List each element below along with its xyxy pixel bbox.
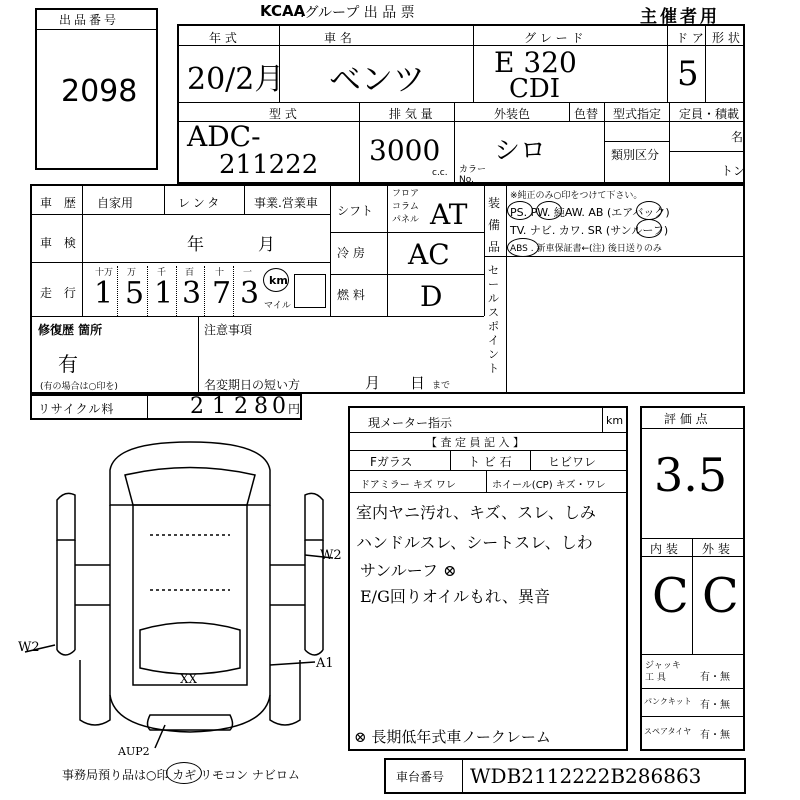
organizer-label: 主催者用 <box>640 7 720 27</box>
capacity-label: 定員・積載 <box>679 107 740 121</box>
equipment-line-1: PS. PW. 純AW. AB (エアバック) <box>510 206 670 219</box>
recycle-digit: 2 <box>234 394 248 419</box>
notes-label: 注意事項 <box>204 323 253 337</box>
km-label: km <box>269 274 288 287</box>
chassis-value: WDB2112222B286863 <box>470 764 702 788</box>
sale-point-label: セールスポイント <box>488 264 499 375</box>
history-box <box>30 184 745 394</box>
mileage-digit: 1 <box>94 276 114 311</box>
inspector-box <box>348 406 628 751</box>
lot-number-value: 2098 <box>61 74 138 109</box>
exterior-color-label: 外装色 <box>494 107 531 121</box>
repair-label: 修復歴 箇所 <box>38 323 103 337</box>
model-value-1: ADC- <box>187 120 261 153</box>
recycle-digit: 0 <box>272 394 286 419</box>
mileage-check-box <box>294 274 326 308</box>
diagram-mark-w2-left: W2 <box>18 640 40 655</box>
glass-label: Fガラス <box>370 455 413 469</box>
digit-label: 百 <box>185 268 195 278</box>
year-value: 20/2月 <box>187 62 285 97</box>
mirror-label: ドアミラー キズ ワレ <box>360 480 456 491</box>
grade-label: グ レ ー ド <box>524 31 584 45</box>
meter-unit: km <box>606 414 624 427</box>
mileage-digit: 1 <box>154 276 174 311</box>
equipment-label: 装 備 品 <box>488 196 501 254</box>
spare-answer: 有・無 <box>700 730 730 741</box>
history-label: 車 歴 <box>40 196 80 210</box>
cc-unit: c.c. <box>432 168 448 178</box>
recycle-digit: 1 <box>212 394 226 419</box>
ab-circle-mark <box>636 201 662 220</box>
brand-logo: KCAA <box>260 2 306 20</box>
chassis-label: 車台番号 <box>396 770 445 784</box>
ac-value: AC <box>408 238 450 271</box>
repair-note: (有の場合は○印を) <box>40 382 118 392</box>
deadline-month: 月 <box>365 374 381 392</box>
spare-label: スペアタイヤ <box>644 727 692 736</box>
doors-label: ド ア <box>676 31 704 45</box>
meter-label: 現メーター指示 <box>368 416 453 430</box>
chip-label: ト ビ 石 <box>468 455 512 469</box>
mileage-digit: 3 <box>182 276 202 311</box>
shape-label: 形 状 <box>712 31 740 45</box>
puncture-answer: 有・無 <box>700 700 730 711</box>
mileage-digit: 7 <box>212 276 232 311</box>
color-change-label: 色替 <box>574 107 599 121</box>
mile-label: マイル <box>264 301 291 311</box>
fuel-label: 燃 料 <box>337 288 365 302</box>
shift-value: AT <box>430 198 468 231</box>
diagram-mark-w2: W2 <box>320 548 342 563</box>
digit-label: 十 <box>215 268 225 278</box>
shift-options: フロア コラム パネル <box>392 189 420 225</box>
comment-line-1: 室内ヤニ汚れ、キズ、スレ、しみ <box>356 503 596 522</box>
color-no-label: カラー No. <box>459 165 487 185</box>
history-option-private: 自家用 <box>97 196 134 210</box>
sheet-title: .グループ 出 品 票 <box>300 5 415 21</box>
exterior-color-value: シロ <box>494 136 547 166</box>
inspector-section-title: 【 査 定 員 記 入 】 <box>426 436 524 449</box>
wheel-label: ホイール(CP) キズ・ワレ <box>492 480 606 491</box>
recycle-label: リサイクル料 <box>38 402 115 416</box>
recycle-unit: 円 <box>288 402 301 416</box>
ac-label: 冷 房 <box>337 246 365 260</box>
digit-label: 千 <box>157 268 167 278</box>
km-circle-mark <box>263 268 289 292</box>
capacity-unit-2: トン <box>721 164 746 178</box>
sr-circle-mark <box>636 219 662 238</box>
model-value-2: 211222 <box>219 150 319 180</box>
exterior-label: 外 装 <box>702 542 730 556</box>
deadline-until: まで <box>432 381 451 391</box>
mileage-digit: 3 <box>240 276 260 311</box>
mileage-label: 走 行 <box>40 286 80 300</box>
history-option-business: 事業.営業車 <box>254 196 318 210</box>
shift-label: シフト <box>337 204 374 218</box>
inspection-month: 月 <box>258 235 275 255</box>
jack-answer: 有・無 <box>700 672 730 683</box>
recycle-digit: 8 <box>254 394 268 419</box>
fuel-value: D <box>420 280 443 313</box>
crack-label: ヒビワレ <box>548 455 597 469</box>
category-label: 類別区分 <box>611 148 660 162</box>
abs-circle-mark <box>507 238 539 257</box>
exterior-value: C <box>702 568 739 624</box>
interior-label: 内 装 <box>650 542 678 556</box>
diagram-mark-xx: XX <box>180 672 198 686</box>
model-designation-label: 型式指定 <box>613 107 662 121</box>
doors-value: 5 <box>677 54 699 94</box>
diagram-mark-a1: A1 <box>316 656 334 671</box>
grade-value-1: E 320 <box>494 46 577 79</box>
deadline-label: 名変期日の短い方 <box>204 378 301 392</box>
recycle-digit: 2 <box>190 394 204 419</box>
digit-label: 十万 <box>95 268 114 278</box>
model-label: 型 式 <box>269 107 297 121</box>
mileage-digit: 5 <box>125 276 145 311</box>
inspection-year: 年 <box>187 235 204 255</box>
car-name-value: ベンツ <box>329 60 426 98</box>
puncture-label: パンクキット <box>644 697 692 706</box>
displacement-label: 排 気 量 <box>389 107 433 121</box>
repair-value: 有 <box>58 352 78 376</box>
office-note: 事務局預り品は○印 カギ リモコン ナビロム <box>62 768 300 782</box>
grade-value-2: CDI <box>509 74 561 104</box>
comment-line-3: サンルーフ ⊗ <box>360 561 457 580</box>
equipment-line-3: ABS . 新車保証書←(注) 後日送りのみ <box>510 244 662 254</box>
history-option-rental: レンタ <box>178 196 223 210</box>
chassis-box <box>384 758 746 794</box>
score-box <box>640 406 745 751</box>
lot-number-box <box>35 8 158 170</box>
ps-circle-mark <box>507 201 533 220</box>
vehicle-info-box <box>177 24 745 184</box>
comment-line-2: ハンドルスレ、シートスレ、しわ <box>356 533 593 552</box>
vehicle-damage-diagram <box>15 430 350 760</box>
bottom-comment: ⊗ 長期低年式車ノークレーム <box>354 728 551 746</box>
comment-line-4: E/G回りオイルもれ、異音 <box>360 587 551 606</box>
jack-label: ジャッキ 工 具 <box>645 661 681 683</box>
recycle-box <box>30 394 302 420</box>
score-label: 評 価 点 <box>664 412 708 426</box>
year-label: 年 式 <box>209 31 237 45</box>
deadline-day: 日 <box>410 374 426 392</box>
interior-value: C <box>652 568 689 624</box>
diagram-mark-aup: AUP2 <box>118 745 150 758</box>
digit-label: 一 <box>243 268 253 278</box>
inspection-label: 車 検 <box>40 236 80 250</box>
digit-label: 万 <box>127 268 137 278</box>
car-name-label: 車 名 <box>324 31 352 45</box>
equipment-line-2: TV. ナビ. カワ. SR (サンルーフ) <box>510 224 669 237</box>
capacity-unit-1: 名 <box>731 130 744 144</box>
score-value: 3.5 <box>654 448 728 502</box>
key-circle-mark <box>166 762 202 784</box>
lot-number-label: 出品番号 <box>59 13 120 27</box>
displacement-value: 3000 <box>369 134 441 167</box>
equipment-note: ※純正のみ○印をつけて下さい。 <box>510 191 643 201</box>
pw-circle-mark <box>536 201 562 220</box>
